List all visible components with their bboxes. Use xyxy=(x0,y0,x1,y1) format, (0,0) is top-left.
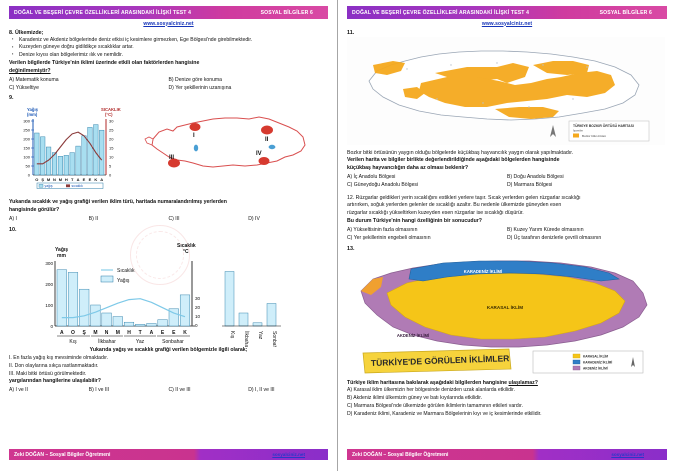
question-11-info-text: Bozkır bitki örtüsünün yaygın olduğu bölgelerde küçükbaş hayvancılık yaygın olarak yapılmaktadır. xyxy=(347,149,574,156)
map-marker-label-3: III xyxy=(169,155,175,162)
svg-text:0: 0 xyxy=(27,172,30,178)
option-a[interactable]: A) I ve II xyxy=(9,387,28,394)
svg-text:E: E xyxy=(82,177,86,183)
svg-text:O: O xyxy=(71,329,75,336)
svg-text:15: 15 xyxy=(109,145,114,151)
question-8-lead: 8. Ülkemizde; xyxy=(9,29,44,36)
svg-text:KARADENİZ İKLİMİ: KARADENİZ İKLİMİ xyxy=(583,360,613,365)
svg-text:Sıcaklık: Sıcaklık xyxy=(117,267,135,274)
option-b[interactable]: B) Denize göre konuma xyxy=(168,76,223,83)
svg-text:Kış: Kış xyxy=(229,330,235,339)
question-10-number: 10. xyxy=(9,226,17,233)
svg-text:SICAKLIK: SICAKLIK xyxy=(101,107,121,113)
option-c[interactable]: C) Yükseltiye xyxy=(9,84,39,91)
question-8-stem-line2: değinilmemiştir? xyxy=(9,67,51,74)
climate-map-q13 xyxy=(347,253,667,380)
svg-text:M: M xyxy=(46,177,51,183)
svg-text:200: 200 xyxy=(45,281,53,287)
option-d[interactable]: D) I, II ve III xyxy=(248,387,275,394)
svg-text:A: A xyxy=(59,329,64,336)
question-13-stem: Türkiye iklim haritasına bakılarak aşağıdaki bilgilerden hangisine ulaşılamaz? xyxy=(347,379,538,386)
svg-text:T: T xyxy=(138,329,142,336)
question-10-statements xyxy=(9,355,328,379)
footer-bar xyxy=(9,449,328,460)
header-website-link[interactable]: www.sosyalciniz.net xyxy=(143,20,194,27)
svg-text:Yağış: Yağış xyxy=(27,107,38,113)
list-item: ▪ Karadeniz ve Akdeniz bölgelerinde deniz etkisi iç kesimlere girmezken, Ege Bölgesi'nde girebilmektedir. xyxy=(9,37,328,45)
footer-author: Zeki DOĞAN – Sosyal Bilgiler Öğretmeni xyxy=(352,451,449,458)
map-legend-q13 xyxy=(533,351,643,373)
question-12 xyxy=(347,195,667,243)
svg-text:Sonbahar: Sonbahar xyxy=(162,338,184,345)
question-13 xyxy=(347,246,667,419)
vegetation-map-q11 xyxy=(347,37,667,150)
svg-text:10: 10 xyxy=(109,154,114,160)
footer-website-link[interactable]: sosyalciniz.net xyxy=(611,452,644,457)
svg-text:H: H xyxy=(127,329,131,336)
svg-text:Yağış: Yağış xyxy=(55,246,69,253)
svg-text:150: 150 xyxy=(23,145,30,151)
svg-text:sıcaklık: sıcaklık xyxy=(71,184,83,189)
svg-text:AKDENİZ İKLİMİ: AKDENİZ İKLİMİ xyxy=(583,366,608,371)
label-karadeniz: KARADENİZ İKLİMİ xyxy=(463,268,503,274)
question-11-number: 11. xyxy=(347,29,355,36)
question-10-options xyxy=(9,387,328,395)
option-b[interactable]: B) Doğu Anadolu Bölgesi xyxy=(507,173,564,180)
svg-text:E: E xyxy=(172,329,176,336)
svg-text:100: 100 xyxy=(45,302,53,308)
option-b[interactable]: B) II xyxy=(88,216,99,223)
svg-text:20: 20 xyxy=(109,136,114,142)
svg-text:0: 0 xyxy=(109,172,112,178)
svg-text:5: 5 xyxy=(109,163,112,169)
svg-text:İlkbahar: İlkbahar xyxy=(98,338,116,345)
seasonal-chart-svg xyxy=(9,235,327,347)
svg-text:20: 20 xyxy=(195,304,201,310)
page-right xyxy=(338,0,676,471)
svg-text:A: A xyxy=(100,177,104,183)
svg-text:30: 30 xyxy=(109,118,114,124)
option-a[interactable]: A) Matematik konuma xyxy=(9,76,59,83)
svg-text:0: 0 xyxy=(195,322,198,328)
svg-text:250: 250 xyxy=(23,127,30,133)
question-9 xyxy=(9,95,328,223)
question-13-number: 13. xyxy=(347,245,355,252)
turkey-map-q9 xyxy=(139,103,321,195)
svg-text:TÜRKİYE'DE GÖRÜLEN İKLİMLER: TÜRKİYE'DE GÖRÜLEN İKLİMLER xyxy=(370,352,510,368)
climograph-svg xyxy=(9,103,135,189)
question-9-options xyxy=(9,216,328,224)
option-d[interactable]: D) Marmara Bölgesi xyxy=(507,181,553,188)
statement-3: III. Maki bitki örtüsü görülmektedir. xyxy=(9,370,87,377)
page-left-footer xyxy=(9,449,328,460)
option-d[interactable]: D) Karadeniz iklimi, Karadeniz ve Marmara Bölgelerinin kıyı ve iç kesimlerinde etkilidir. xyxy=(347,411,542,418)
seasonal-chart-q10 xyxy=(9,235,328,347)
svg-text:25: 25 xyxy=(109,127,114,133)
option-d[interactable]: D) Üç tarafının denizlerle çevrili olmasının xyxy=(507,234,602,241)
option-c[interactable]: C) II ve III xyxy=(168,387,191,394)
svg-text:KARASAL İKLİM: KARASAL İKLİM xyxy=(583,354,609,359)
svg-text:İlkbahar: İlkbahar xyxy=(243,330,249,347)
svg-text:Bozkır bitki örtüsü: Bozkır bitki örtüsü xyxy=(582,133,606,138)
question-9-number: 9. xyxy=(9,95,14,102)
option-c[interactable]: C) Güneydoğu Anadolu Bölgesi xyxy=(347,181,419,188)
option-a[interactable]: A) İç Anadolu Bölgesi xyxy=(347,173,396,180)
svg-text:T: T xyxy=(70,177,74,183)
label-karasal: KARASAL İKLİM xyxy=(486,304,524,310)
question-8-bullets xyxy=(9,37,328,60)
svg-text:A: A xyxy=(76,177,80,183)
page-header-bar xyxy=(9,6,328,19)
svg-text:100: 100 xyxy=(23,154,30,160)
question-11-stem-line2: küçükbaş hayvancılığın daha az olması beklenir? xyxy=(347,165,469,172)
question-9-stem-line1: Yukarıda sıcaklık ve yağış grafiği verilen iklim türü, haritada numaralandırılmış yerlerden xyxy=(9,199,227,206)
question-11-options xyxy=(347,174,667,190)
svg-text:200: 200 xyxy=(23,136,30,142)
option-b[interactable]: B) Akdeniz iklimi ülkemizin güney ve batı kıyılarında etkilidir. xyxy=(347,395,483,402)
question-9-figures xyxy=(9,103,328,195)
option-c[interactable]: C) Yer şekillerinin engebeli olmasının xyxy=(347,234,431,241)
question-12-text-line2: artırırken, soğuk yerlerden gelenler de sıcaklığı azaltır. Bu nedenle ülkemizde güneyden esen xyxy=(347,202,562,209)
map-marker-label-4: IV xyxy=(256,151,262,158)
svg-text:N: N xyxy=(104,329,109,336)
header-subject: SOSYAL BİLGİLER 6 xyxy=(260,9,313,16)
option-a[interactable]: A) Yükseltisinin fazla olmasının xyxy=(347,226,418,233)
page-header-bar xyxy=(347,6,667,19)
question-10-stem-lead: Yukarıda yağış ve sıcaklık grafiği verilen bölgemizle ilgili olarak; xyxy=(89,346,248,353)
question-12-options xyxy=(347,227,667,243)
svg-text:Sonbahar: Sonbahar xyxy=(271,330,277,347)
question-11 xyxy=(347,30,667,190)
svg-text:0: 0 xyxy=(50,323,53,329)
header-website-link[interactable]: www.sosyalciniz.net xyxy=(481,20,533,27)
svg-text:TÜRKİYE BOZKIR ÖRTÜSÜ HARİTASI: TÜRKİYE BOZKIR ÖRTÜSÜ HARİTASI xyxy=(573,123,634,128)
svg-text:300: 300 xyxy=(23,118,30,124)
option-a[interactable]: A) Karasal iklim ülkemizin her bölgesinde denizden uzak alanlarda etkilidir. xyxy=(347,387,515,394)
svg-text:E: E xyxy=(88,177,92,183)
map-marker-label-2: II xyxy=(265,137,269,144)
svg-text:Kış: Kış xyxy=(69,338,77,345)
svg-text:30: 30 xyxy=(195,295,201,301)
svg-text:yağış: yağış xyxy=(44,184,53,189)
question-10 xyxy=(9,227,328,395)
svg-text:M: M xyxy=(58,177,63,183)
question-8-stem-line1: Verilen bilgilerde Türkiye'nin iklimi üzerinde etkili olan faktörlerden hangisine xyxy=(9,60,200,67)
option-b[interactable]: B) I ve III xyxy=(88,387,110,394)
question-12-text-line3: rüzgarlar sıcaklığı yükseltirken kuzeyden esen rüzgarlar ise sıcaklığı düşürür. xyxy=(347,210,524,217)
option-d[interactable]: D) IV xyxy=(248,216,260,223)
option-c[interactable]: C) III xyxy=(168,216,180,223)
map-marker-label-1: I xyxy=(193,133,195,140)
svg-text:A: A xyxy=(149,329,154,336)
list-item: ▪ Denize kıyısı olan bölgelerimiz ılık ve nemlidir. xyxy=(9,52,328,60)
svg-text:mm: mm xyxy=(57,252,66,259)
map-legend-q11 xyxy=(569,121,649,141)
svg-text:Yağış: Yağış xyxy=(117,277,130,284)
svg-text:M: M xyxy=(93,329,98,336)
svg-text:10: 10 xyxy=(195,313,201,319)
svg-text:Ş: Ş xyxy=(82,329,86,336)
statement-2: II. Don olaylarına sıkça rastlanmaktadır. xyxy=(9,362,99,369)
footer-website-link[interactable]: sosyalciniz.net xyxy=(272,452,305,457)
svg-text:Yaz: Yaz xyxy=(135,338,145,345)
header-title: DOĞAL VE BEŞERİ ÇEVRE ÖZELLİKLERİ ARASINDAKİ İLİŞKİ TEST 4 xyxy=(14,9,192,16)
footer-bar xyxy=(347,449,667,460)
svg-text:300: 300 xyxy=(45,260,53,266)
question-9-stem-line2: hangisinde görülür? xyxy=(9,207,60,214)
option-b[interactable]: B) Kuzey Yarım Kürede olmasının xyxy=(507,226,584,233)
svg-text:M: M xyxy=(115,329,120,336)
question-12-stem: Bu durum Türkiye'nin hangi özelliğinin bir sonucudur? xyxy=(347,218,482,225)
svg-text:K: K xyxy=(94,177,98,183)
svg-text:H: H xyxy=(64,177,68,183)
header-subject: SOSYAL BİLGİLER 6 xyxy=(599,9,652,16)
climate-map-svg xyxy=(347,253,665,375)
svg-text:Sıcaklık: Sıcaklık xyxy=(177,242,196,249)
footer-author: Zeki DOĞAN – Sosyal Bilgiler Öğretmeni xyxy=(14,451,111,458)
svg-text:°C: °C xyxy=(183,248,189,255)
question-12-text-line1: 12. Rüzgarlar geldikleri yerin sıcaklığını estikleri yerlere taşır. Sıcak yerlerden gelen rüzgarlar sıcaklığı xyxy=(347,194,581,201)
question-8 xyxy=(9,30,328,93)
svg-text:K: K xyxy=(183,329,187,336)
option-d[interactable]: D) Yer şekillerinin uzanışına xyxy=(168,84,232,91)
option-a[interactable]: A) I xyxy=(9,216,17,223)
vegetation-map-svg xyxy=(347,37,665,145)
question-10-stem-question: yargılarından hangilerine ulaşılabilir? xyxy=(9,378,101,385)
svg-text:İşaretler: İşaretler xyxy=(573,128,584,132)
svg-text:(mm): (mm) xyxy=(27,112,38,118)
question-11-stem-line1: Verilen harita ve bilgiler birlikte değerlendirildiğinde aşağıdaki bölgelerden hangisinde xyxy=(347,157,560,164)
question-8-options xyxy=(9,77,328,93)
svg-text:O: O xyxy=(35,177,39,183)
svg-text:N: N xyxy=(53,177,56,183)
climograph-chart-q9 xyxy=(9,103,135,189)
page-right-footer xyxy=(347,449,667,460)
svg-text:Yaz: Yaz xyxy=(257,330,263,340)
option-c[interactable]: C) Marmara Bölgesi'nde ülkemizde görülen iklimlerin tamamının etkileri vardır. xyxy=(347,403,523,410)
list-item: ▪ Kuzeyden güneye doğru gidildikçe sıcaklıklar artar. xyxy=(9,44,328,52)
turkey-outline-map-svg xyxy=(139,103,321,195)
question-13-options xyxy=(347,387,667,419)
svg-text:(°C): (°C) xyxy=(105,112,113,118)
svg-text:E: E xyxy=(160,329,165,336)
svg-text:50: 50 xyxy=(25,163,30,169)
header-title: DOĞAL VE BEŞERİ ÇEVRE ÖZELLİKLERİ ARASINDAKİ İLİŞKİ TEST 4 xyxy=(352,9,530,16)
svg-text:Ş: Ş xyxy=(41,177,45,183)
map-title-banner xyxy=(363,349,511,373)
statement-1: I. En fazla yağış kış mevsiminde olmaktadır. xyxy=(9,354,109,361)
label-akdeniz: AKDENİZ İKLİMİ xyxy=(396,332,430,338)
